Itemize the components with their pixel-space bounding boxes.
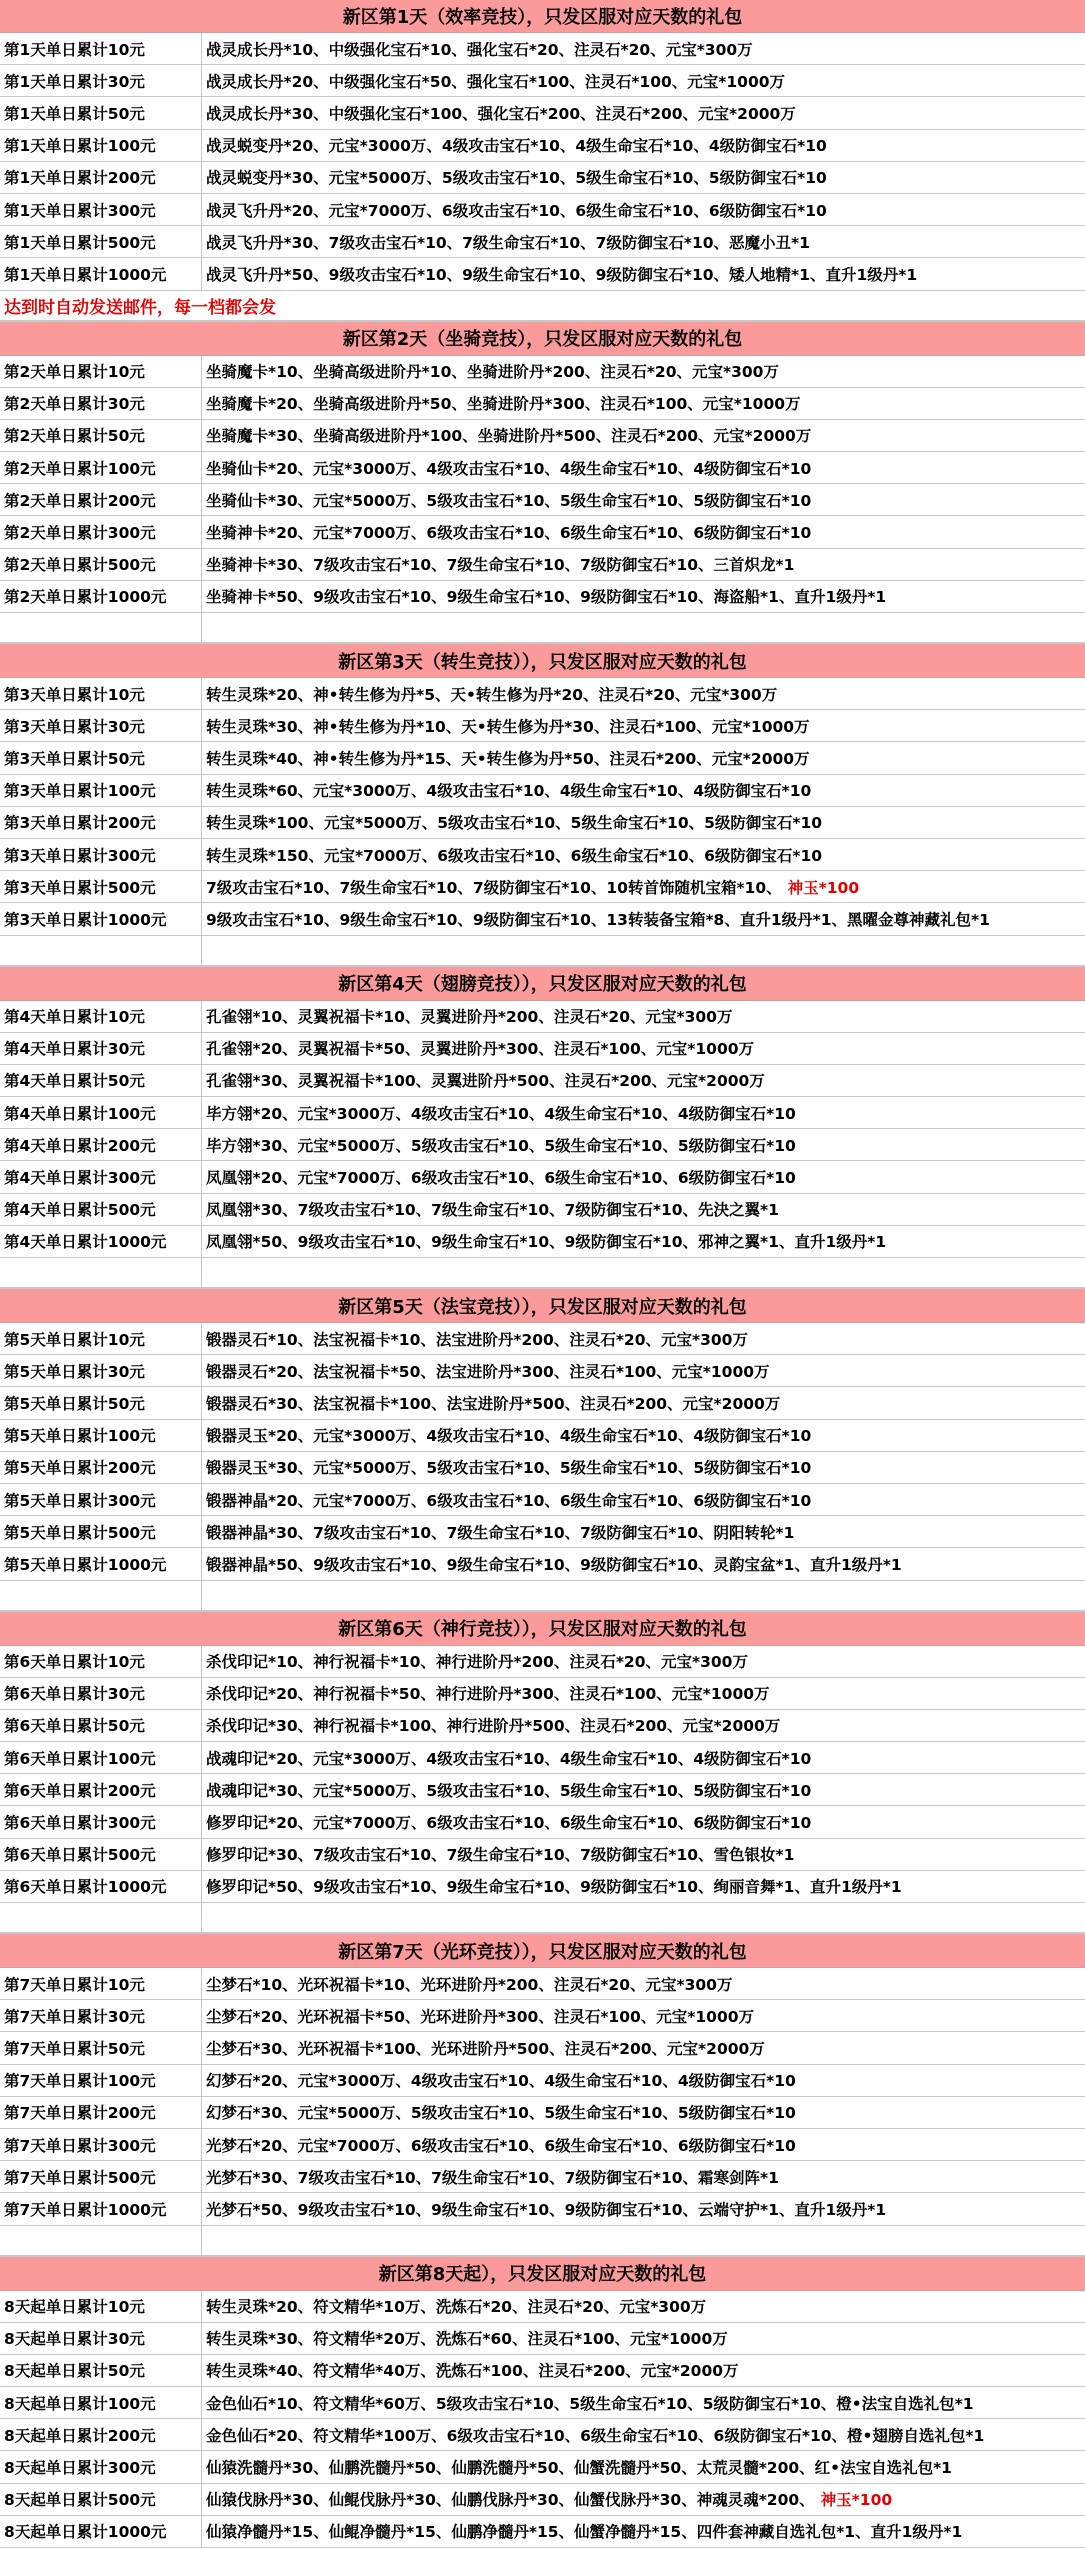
tier-cell: 第3天单日累计10元 [0, 678, 202, 709]
reward-text: 仙猿净髓丹*15、仙鲲净髓丹*15、仙鹏净髓丹*15、仙蟹净髓丹*15、四件套神藏自选礼包*1、直升1级丹*1 [206, 2523, 963, 2542]
table-row [0, 710, 1085, 742]
reward-text: 锻器灵玉*20、元宝*3000万、4级攻击宝石*10、4级生命宝石*10、4级防御宝石*10 [206, 1427, 812, 1446]
table-row [0, 1129, 1085, 1161]
reward-cell [202, 1646, 1085, 1677]
table-row [0, 2129, 1085, 2161]
table-row [0, 2355, 1085, 2387]
reward-cell [202, 1710, 1085, 1741]
tier-cell: 第1天单日累计200元 [0, 162, 202, 193]
reward-cell [202, 2291, 1085, 2322]
reward-cell [202, 2484, 1085, 2515]
reward-cell [202, 2355, 1085, 2386]
reward-cell [202, 742, 1085, 773]
reward-cell [202, 1839, 1085, 1870]
table-row [0, 1001, 1085, 1033]
reward-section [0, 1288, 1085, 1611]
reward-cell [202, 1806, 1085, 1837]
table-row [0, 1355, 1085, 1387]
tier-cell: 第5天单日累计50元 [0, 1387, 202, 1418]
reward-cell [202, 1161, 1085, 1192]
reward-text: 战灵飞升丹*30、7级攻击宝石*10、7级生命宝石*10、7级防御宝石*10、恶魔小丑*1 [206, 233, 810, 252]
tier-cell: 第6天单日累计50元 [0, 1710, 202, 1741]
reward-text: 战灵飞升丹*20、元宝*7000万、6级攻击宝石*10、6级生命宝石*10、6级防御宝石*10 [206, 201, 827, 220]
reward-cell [202, 452, 1085, 483]
reward-cell [202, 549, 1085, 580]
spacer-row [0, 1258, 1085, 1288]
reward-cell [202, 2097, 1085, 2128]
reward-cell [202, 1194, 1085, 1225]
reward-cell [202, 1484, 1085, 1515]
reward-text: 幻梦石*20、元宝*3000万、4级攻击宝石*10、4级生命宝石*10、4级防御宝石*10 [206, 2072, 796, 2091]
reward-cell [202, 97, 1085, 128]
tier-cell: 第7天单日累计500元 [0, 2161, 202, 2192]
tier-cell: 第7天单日累计100元 [0, 2065, 202, 2096]
table-row [0, 1065, 1085, 1097]
reward-text: 光梦石*50、9级攻击宝石*10、9级生命宝石*10、9级防御宝石*10、云端守护*1、直升1级丹*1 [206, 2200, 887, 2219]
reward-text: 仙猿伐脉丹*30、仙鲲伐脉丹*30、仙鹏伐脉丹*30、仙蟹伐脉丹*30、神魂灵魂*200、 [206, 2491, 815, 2510]
empty-cell [0, 1903, 202, 1932]
reward-cell [202, 1226, 1085, 1257]
table-row [0, 581, 1085, 613]
reward-text: 毕方翎*30、元宝*5000万、5级攻击宝石*10、5级生命宝石*10、5级防御宝石*10 [206, 1136, 796, 1155]
table-row [0, 2097, 1085, 2129]
reward-text: 坐骑神卡*50、9级攻击宝石*10、9级生命宝石*10、9级防御宝石*10、海盗船*1、直升1级丹*1 [206, 588, 887, 607]
reward-text: 修罗印记*30、7级攻击宝石*10、7级生命宝石*10、7级防御宝石*10、雪色银妆*1 [206, 1846, 795, 1865]
reward-text: 光梦石*20、元宝*7000万、6级攻击宝石*10、6级生命宝石*10、6级防御宝石*10 [206, 2136, 796, 2155]
empty-cell [0, 1258, 202, 1287]
section-title: 新区第1天（效率竞技），只发区服对应天数的礼包 [0, 0, 1085, 33]
table-row [0, 1226, 1085, 1258]
table-row [0, 2291, 1085, 2323]
table-row [0, 1839, 1085, 1871]
tier-cell: 第3天单日累计1000元 [0, 903, 202, 934]
table-row [0, 871, 1085, 903]
tier-cell: 第2天单日累计10元 [0, 356, 202, 387]
section-title: 新区第5天（法宝竞技）），只发区服对应天数的礼包 [0, 1288, 1085, 1323]
reward-cell [202, 484, 1085, 515]
tier-cell: 第4天单日累计10元 [0, 1001, 202, 1032]
tier-cell: 第1天单日累计1000元 [0, 258, 202, 289]
table-row [0, 258, 1085, 290]
reward-text: 光梦石*30、7级攻击宝石*10、7级生命宝石*10、7级防御宝石*10、霜寒剑阵*1 [206, 2168, 779, 2187]
reward-cell [202, 194, 1085, 225]
reward-cell [202, 807, 1085, 838]
reward-cell [202, 1097, 1085, 1128]
reward-text: 坐骑魔卡*20、坐骑高级进阶丹*50、坐骑进阶丹*300、注灵石*100、元宝*1000万 [206, 395, 801, 414]
reward-cell [202, 130, 1085, 161]
reward-text: 幻梦石*30、元宝*5000万、5级攻击宝石*10、5级生命宝石*10、5级防御宝石*10 [206, 2104, 796, 2123]
reward-text: 凤凰翎*30、7级攻击宝石*10、7级生命宝石*10、7级防御宝石*10、先決之翼*1 [206, 1201, 779, 1220]
table-row [0, 1194, 1085, 1226]
reward-cell [202, 1452, 1085, 1483]
reward-section [0, 321, 1085, 644]
reward-text: 转生灵珠*20、神•转生修为丹*5、天•转生修为丹*20、注灵石*20、元宝*300万 [206, 685, 778, 704]
tier-cell: 第1天单日累计30元 [0, 65, 202, 96]
table-row [0, 226, 1085, 258]
table-row [0, 194, 1085, 226]
reward-cell [202, 1774, 1085, 1805]
reward-text: 孔雀翎*10、灵翼祝福卡*10、灵翼进阶丹*200、注灵石*20、元宝*300万 [206, 1008, 733, 1027]
tier-cell: 第6天单日累计30元 [0, 1678, 202, 1709]
spacer-row [0, 2226, 1085, 2256]
reward-text: 坐骑魔卡*10、坐骑高级进阶丹*10、坐骑进阶丹*200、注灵石*20、元宝*300万 [206, 363, 779, 382]
reward-text: 战灵蜕变丹*20、元宝*3000万、4级攻击宝石*10、4级生命宝石*10、4级防御宝石*10 [206, 137, 827, 156]
empty-cell [0, 1581, 202, 1610]
reward-cell [202, 258, 1085, 289]
reward-text: 杀伐印记*30、神行祝福卡*100、神行进阶丹*500、注灵石*200、元宝*2000万 [206, 1717, 781, 1736]
reward-text: 9级攻击宝石*10、9级生命宝石*10、9级防御宝石*10、13转装备宝箱*8、直升1级丹*1、黑曜金尊神藏礼包*1 [206, 910, 990, 929]
tier-cell: 第4天单日累计50元 [0, 1065, 202, 1096]
table-row [0, 1516, 1085, 1548]
table-row [0, 356, 1085, 388]
table-row [0, 2419, 1085, 2451]
reward-text: 坐骑神卡*30、7级攻击宝石*10、7级生命宝石*10、7级防御宝石*10、三首炽龙*1 [206, 556, 795, 575]
tier-cell: 第5天单日累计10元 [0, 1323, 202, 1354]
empty-cell [0, 2226, 202, 2255]
table-row [0, 1774, 1085, 1806]
reward-section [0, 966, 1085, 1289]
section-title: 新区第4天（翅膀竞技）），只发区服对应天数的礼包 [0, 966, 1085, 1001]
table-row [0, 1678, 1085, 1710]
reward-cell [202, 903, 1085, 934]
empty-cell [0, 613, 202, 642]
reward-cell [202, 420, 1085, 451]
tier-cell: 第1天单日累计100元 [0, 130, 202, 161]
reward-text: 转生灵珠*100、元宝*5000万、5级攻击宝石*10、5级生命宝石*10、5级防御宝石*10 [206, 814, 823, 833]
reward-text: 锻器灵石*20、法宝祝福卡*50、法宝进阶丹*300、注灵石*100、元宝*1000万 [206, 1362, 770, 1381]
table-row [0, 1387, 1085, 1419]
reward-cell [202, 2387, 1085, 2418]
tier-cell: 第2天单日累计200元 [0, 484, 202, 515]
table-row [0, 2484, 1085, 2516]
tier-cell: 第2天单日累计300元 [0, 516, 202, 547]
reward-cell [202, 2193, 1085, 2224]
reward-text: 转生灵珠*30、符文精华*20万、洗炼石*60、注灵石*100、元宝*1000万 [206, 2330, 728, 2349]
reward-cell [202, 1065, 1085, 1096]
table-row [0, 65, 1085, 97]
spacer-row [0, 1903, 1085, 1933]
table-row [0, 452, 1085, 484]
reward-text: 坐骑魔卡*30、坐骑高级进阶丹*100、坐骑进阶丹*500、注灵石*200、元宝*2000万 [206, 427, 812, 446]
tier-cell: 第5天单日累计500元 [0, 1516, 202, 1547]
reward-section [0, 2256, 1085, 2549]
reward-cell [202, 2419, 1085, 2450]
table-row [0, 1097, 1085, 1129]
table-row [0, 2451, 1085, 2483]
table-row [0, 678, 1085, 710]
table-row [0, 1710, 1085, 1742]
reward-section [0, 1611, 1085, 1934]
reward-text: 锻器神晶*20、元宝*7000万、6级攻击宝石*10、6级生命宝石*10、6级防御宝石*10 [206, 1491, 812, 1510]
reward-cell [202, 1968, 1085, 1999]
reward-cell [202, 1742, 1085, 1773]
reward-text: 坐骑仙卡*20、元宝*3000万、4级攻击宝石*10、4级生命宝石*10、4级防御宝石*10 [206, 459, 812, 478]
reward-text: 锻器神晶*30、7级攻击宝石*10、7级生命宝石*10、7级防御宝石*10、阴阳转轮*1 [206, 1523, 795, 1542]
reward-cell [202, 2000, 1085, 2031]
spacer-row [0, 1581, 1085, 1611]
table-row [0, 1646, 1085, 1678]
tier-cell: 第5天单日累计200元 [0, 1452, 202, 1483]
table-row [0, 388, 1085, 420]
reward-section [0, 1933, 1085, 2256]
table-row [0, 1806, 1085, 1838]
reward-text: 战灵飞升丹*50、9级攻击宝石*10、9级生命宝石*10、9级防御宝石*10、矮人地精*1、直升1级丹*1 [206, 265, 918, 284]
tier-cell: 第1天单日累计10元 [0, 33, 202, 64]
reward-cell [202, 775, 1085, 806]
tier-cell: 第2天单日累计100元 [0, 452, 202, 483]
table-row [0, 903, 1085, 935]
reward-text: 锻器灵石*30、法宝祝福卡*100、法宝进阶丹*500、注灵石*200、元宝*2000万 [206, 1394, 781, 1413]
reward-cell [202, 65, 1085, 96]
tier-cell: 第6天单日累计200元 [0, 1774, 202, 1805]
reward-cell [202, 2161, 1085, 2192]
table-row [0, 1968, 1085, 2000]
highlight-reward: 神玉*100 [820, 2491, 893, 2510]
reward-text: 锻器灵石*10、法宝祝福卡*10、法宝进阶丹*200、注灵石*20、元宝*300万 [206, 1330, 748, 1349]
tier-cell: 第7天单日累计200元 [0, 2097, 202, 2128]
reward-text: 毕方翎*20、元宝*3000万、4级攻击宝石*10、4级生命宝石*10、4级防御宝石*10 [206, 1104, 796, 1123]
table-row [0, 1452, 1085, 1484]
reward-cell [202, 2129, 1085, 2160]
reward-text: 凤凰翎*20、元宝*7000万、6级攻击宝石*10、6级生命宝石*10、6级防御宝石*10 [206, 1169, 796, 1188]
tier-cell: 第5天单日累计30元 [0, 1355, 202, 1386]
table-row [0, 130, 1085, 162]
reward-text: 金色仙石*10、符文精华*60万、5级攻击宝石*10、5级生命宝石*10、5级防御宝石*10、橙•法宝自选礼包*1 [206, 2394, 974, 2413]
reward-text: 转生灵珠*150、元宝*7000万、6级攻击宝石*10、6级生命宝石*10、6级防御宝石*10 [206, 846, 823, 865]
table-row [0, 775, 1085, 807]
section-title: 新区第3天（转生竞技）），只发区服对应天数的礼包 [0, 643, 1085, 678]
table-row [0, 516, 1085, 548]
tier-cell: 第7天单日累计50元 [0, 2032, 202, 2063]
reward-text: 尘梦石*10、光环祝福卡*10、光环进阶丹*200、注灵石*20、元宝*300万 [206, 1975, 733, 1994]
tier-cell: 第7天单日累计300元 [0, 2129, 202, 2160]
tier-cell: 8天起单日累计300元 [0, 2451, 202, 2482]
reward-cell [202, 162, 1085, 193]
reward-cell [202, 1129, 1085, 1160]
section-title: 新区第7天（光环竞技）），只发区服对应天数的礼包 [0, 1933, 1085, 1968]
reward-cell [202, 388, 1085, 419]
table-row [0, 807, 1085, 839]
table-row [0, 1548, 1085, 1580]
reward-cell [202, 1323, 1085, 1354]
reward-cell [202, 871, 1085, 902]
tier-cell: 第6天单日累计10元 [0, 1646, 202, 1677]
tier-cell: 第4天单日累计500元 [0, 1194, 202, 1225]
table-row [0, 484, 1085, 516]
reward-text: 转生灵珠*30、神•转生修为丹*10、天•转生修为丹*30、注灵石*100、元宝*1000万 [206, 717, 810, 736]
reward-text: 仙猿洗髓丹*30、仙鹏洗髓丹*50、仙鹏洗髓丹*50、仙蟹洗髓丹*50、太荒灵髓*200、红•法宝自选礼包*1 [206, 2459, 952, 2478]
reward-text: 凤凰翎*50、9级攻击宝石*10、9级生命宝石*10、9级防御宝石*10、邪神之翼*1、直升1级丹*1 [206, 1233, 887, 1252]
reward-cell [202, 226, 1085, 257]
table-row [0, 33, 1085, 65]
table-row [0, 162, 1085, 194]
tier-cell: 第7天单日累计10元 [0, 1968, 202, 1999]
reward-section [0, 0, 1085, 321]
tier-cell: 第4天单日累计300元 [0, 1161, 202, 1192]
reward-text: 转生灵珠*40、神•转生修为丹*15、天•转生修为丹*50、注灵石*200、元宝*2000万 [206, 749, 810, 768]
tier-cell: 8天起单日累计500元 [0, 2484, 202, 2515]
reward-cell [202, 1678, 1085, 1709]
spacer-row [0, 936, 1085, 966]
tier-cell: 第7天单日累计1000元 [0, 2193, 202, 2224]
section-title: 新区第6天（神行竞技）），只发区服对应天数的礼包 [0, 1611, 1085, 1646]
reward-text: 杀伐印记*10、神行祝福卡*10、神行进阶丹*200、注灵石*20、元宝*300万 [206, 1653, 748, 1672]
tier-cell: 第6天单日累计1000元 [0, 1871, 202, 1902]
reward-cell [202, 2451, 1085, 2482]
tier-cell: 第3天单日累计500元 [0, 871, 202, 902]
reward-cell [202, 581, 1085, 612]
tier-cell: 第3天单日累计50元 [0, 742, 202, 773]
reward-cell [202, 516, 1085, 547]
reward-cell [202, 1871, 1085, 1902]
reward-text: 坐骑神卡*20、元宝*7000万、6级攻击宝石*10、6级生命宝石*10、6级防御宝石*10 [206, 524, 812, 543]
reward-text: 杀伐印记*20、神行祝福卡*50、神行进阶丹*300、注灵石*100、元宝*1000万 [206, 1685, 770, 1704]
reward-text: 坐骑仙卡*30、元宝*5000万、5级攻击宝石*10、5级生命宝石*10、5级防御宝石*10 [206, 491, 812, 510]
table-row [0, 1323, 1085, 1355]
reward-cell [202, 1516, 1085, 1547]
reward-text: 转生灵珠*40、符文精华*40万、洗炼石*100、注灵石*200、元宝*2000万 [206, 2362, 739, 2381]
tier-cell: 第3天单日累计100元 [0, 775, 202, 806]
tier-cell: 第4天单日累计1000元 [0, 1226, 202, 1257]
table-row [0, 2032, 1085, 2064]
table-row [0, 549, 1085, 581]
reward-text: 转生灵珠*60、元宝*3000万、4级攻击宝石*10、4级生命宝石*10、4级防御宝石*10 [206, 782, 812, 801]
tier-cell: 第6天单日累计300元 [0, 1806, 202, 1837]
highlight-reward: 神玉*100 [787, 878, 860, 897]
tier-cell: 第5天单日累计100元 [0, 1420, 202, 1451]
tier-cell: 8天起单日累计200元 [0, 2419, 202, 2450]
tier-cell: 第2天单日累计50元 [0, 420, 202, 451]
reward-cell [202, 1387, 1085, 1418]
reward-text: 转生灵珠*20、符文精华*10万、洗炼石*20、注灵石*20、元宝*300万 [206, 2298, 707, 2317]
tier-cell: 8天起单日累计100元 [0, 2387, 202, 2418]
reward-cell [202, 1033, 1085, 1064]
table-row [0, 420, 1085, 452]
reward-cell [202, 678, 1085, 709]
table-row [0, 1871, 1085, 1903]
tier-cell: 第1天单日累计300元 [0, 194, 202, 225]
reward-text: 锻器神晶*50、9级攻击宝石*10、9级生命宝石*10、9级防御宝石*10、灵韵宝盆*1、直升1级丹*1 [206, 1555, 902, 1574]
reward-text: 锻器灵玉*30、元宝*5000万、5级攻击宝石*10、5级生命宝石*10、5级防御宝石*10 [206, 1459, 812, 1478]
tier-cell: 第5天单日累计1000元 [0, 1548, 202, 1579]
table-row [0, 1484, 1085, 1516]
reward-text: 战灵成长丹*10、中级强化宝石*10、强化宝石*20、注灵石*20、元宝*300万 [206, 40, 753, 59]
reward-text: 尘梦石*30、光环祝福卡*100、光环进阶丹*500、注灵石*200、元宝*2000万 [206, 2039, 765, 2058]
table-row [0, 97, 1085, 129]
reward-cell [202, 2323, 1085, 2354]
reward-cell [202, 1001, 1085, 1032]
tier-cell: 8天起单日累计50元 [0, 2355, 202, 2386]
tier-cell: 第1天单日累计50元 [0, 97, 202, 128]
tier-cell: 第4天单日累计30元 [0, 1033, 202, 1064]
reward-text: 孔雀翎*20、灵翼祝福卡*50、灵翼进阶丹*300、注灵石*100、元宝*1000万 [206, 1040, 755, 1059]
tier-cell: 第4天单日累计100元 [0, 1097, 202, 1128]
table-row [0, 2161, 1085, 2193]
reward-cell [202, 2032, 1085, 2063]
reward-text: 战魂印记*30、元宝*5000万、5级攻击宝石*10、5级生命宝石*10、5级防御宝石*10 [206, 1781, 812, 1800]
tier-cell: 第7天单日累计30元 [0, 2000, 202, 2031]
tier-cell: 第6天单日累计100元 [0, 1742, 202, 1773]
table-row [0, 1742, 1085, 1774]
reward-text: 修罗印记*20、元宝*7000万、6级攻击宝石*10、6级生命宝石*10、6级防御宝石*10 [206, 1814, 812, 1833]
table-row [0, 1420, 1085, 1452]
reward-text: 金色仙石*20、符文精华*100万、6级攻击宝石*10、6级生命宝石*10、6级防御宝石*10、橙•翅膀自选礼包*1 [206, 2426, 985, 2445]
reward-text: 战灵成长丹*30、中级强化宝石*100、强化宝石*200、注灵石*200、元宝*2000万 [206, 104, 796, 123]
reward-section [0, 643, 1085, 966]
table-row [0, 2000, 1085, 2032]
reward-cell [202, 33, 1085, 64]
reward-cell [202, 1548, 1085, 1579]
spacer-row [0, 613, 1085, 643]
empty-cell [0, 936, 202, 965]
reward-cell [202, 356, 1085, 387]
table-row [0, 1033, 1085, 1065]
reward-cell [202, 1420, 1085, 1451]
reward-cell [202, 839, 1085, 870]
reward-text: 修罗印记*50、9级攻击宝石*10、9级生命宝石*10、9级防御宝石*10、绚丽音舞*1、直升1级丹*1 [206, 1878, 902, 1897]
table-row [0, 839, 1085, 871]
tier-cell: 8天起单日累计30元 [0, 2323, 202, 2354]
tier-cell: 第3天单日累计30元 [0, 710, 202, 741]
tier-cell: 第5天单日累计300元 [0, 1484, 202, 1515]
reward-text: 战魂印记*20、元宝*3000万、4级攻击宝石*10、4级生命宝石*10、4级防御宝石*10 [206, 1749, 812, 1768]
table-row [0, 742, 1085, 774]
tier-cell: 第4天单日累计200元 [0, 1129, 202, 1160]
tier-cell: 第2天单日累计500元 [0, 549, 202, 580]
table-row [0, 2516, 1085, 2548]
reward-cell [202, 2065, 1085, 2096]
reward-cell [202, 710, 1085, 741]
tier-cell: 第6天单日累计500元 [0, 1839, 202, 1870]
reward-cell [202, 1355, 1085, 1386]
table-row [0, 2323, 1085, 2355]
reward-text: 尘梦石*20、光环祝福卡*50、光环进阶丹*300、注灵石*100、元宝*1000万 [206, 2007, 755, 2026]
table-row [0, 2387, 1085, 2419]
tier-cell: 第2天单日累计1000元 [0, 581, 202, 612]
tier-cell: 第3天单日累计300元 [0, 839, 202, 870]
reward-text: 孔雀翎*30、灵翼祝福卡*100、灵翼进阶丹*500、注灵石*200、元宝*2000万 [206, 1072, 765, 1091]
reward-cell [202, 2516, 1085, 2547]
section-title: 新区第2天（坐骑竞技），只发区服对应天数的礼包 [0, 321, 1085, 356]
tier-cell: 第1天单日累计500元 [0, 226, 202, 257]
reward-text: 7级攻击宝石*10、7级生命宝石*10、7级防御宝石*10、10转首饰随机宝箱*10、 [206, 878, 782, 897]
table-row [0, 2193, 1085, 2225]
tier-cell: 第3天单日累计200元 [0, 807, 202, 838]
table-row [0, 2065, 1085, 2097]
tier-cell: 8天起单日累计1000元 [0, 2516, 202, 2547]
mail-note: 达到时自动发送邮件，每一档都会发 [0, 291, 1085, 321]
reward-text: 战灵成长丹*20、中级强化宝石*50、强化宝石*100、注灵石*100、元宝*1000万 [206, 72, 786, 91]
section-title: 新区第8天起），只发区服对应天数的礼包 [0, 2256, 1085, 2291]
tier-cell: 第2天单日累计30元 [0, 388, 202, 419]
tier-cell: 8天起单日累计10元 [0, 2291, 202, 2322]
reward-text: 战灵蜕变丹*30、元宝*5000万、5级攻击宝石*10、5级生命宝石*10、5级防御宝石*10 [206, 169, 827, 188]
table-row [0, 1161, 1085, 1193]
